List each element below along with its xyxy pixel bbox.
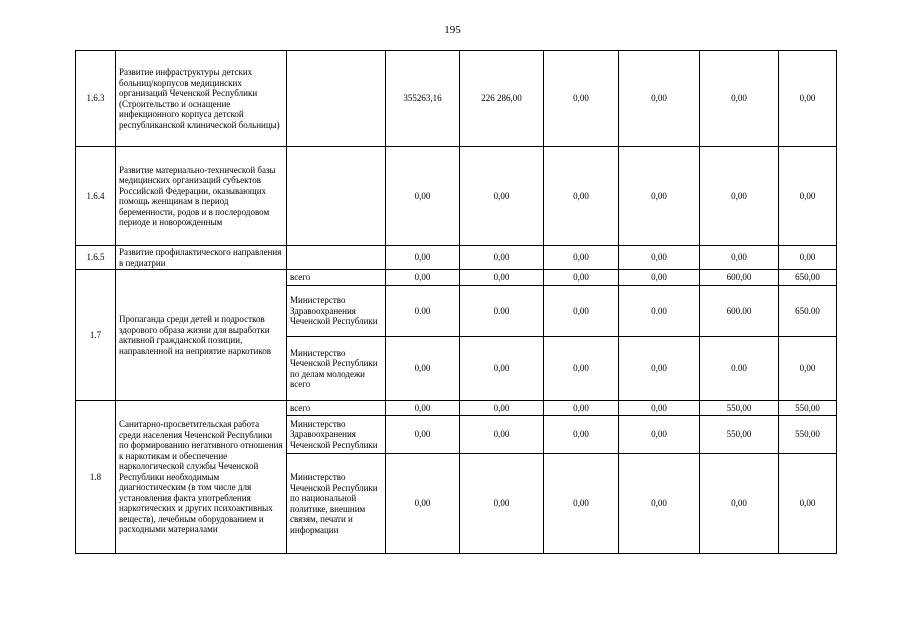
amount-cell: 650.00: [779, 286, 837, 337]
activity-name: Санитарно-просветительская работа среди населения Чеченской Республики по формированию негативного отношения к наркотикам и обеспечение наркологической службы Чеченской Республики необходимым диагностическим (в том числе для установления факта употребления наркотических и других психоактивных веществ), лечебным оборудованием и расходными материалами: [116, 401, 287, 554]
amount-cell: 0,00: [544, 337, 619, 401]
amount-cell: 0,00: [544, 246, 619, 270]
amount-cell: 0,00: [779, 454, 837, 554]
table-row: [76, 270, 837, 286]
activity-name: Развитие инфраструктуры детских больниц/корпусов медицинских организаций Чеченской Республики (Строительство и оснащение инфекционного корпуса детской республиканской клинической больницы): [116, 51, 287, 147]
amount-cell: 0,00: [460, 270, 544, 286]
amount-cell: 600,00: [700, 270, 779, 286]
amount-cell: 550,00: [700, 416, 779, 454]
amount-cell: 0,00: [779, 147, 837, 246]
row-code: 1.6.4: [76, 147, 116, 246]
amount-cell: 0,00: [544, 416, 619, 454]
funding-source: [287, 147, 386, 246]
amount-cell: 0,00: [544, 147, 619, 246]
page-number: 195: [444, 24, 461, 36]
amount-cell: 0,00: [619, 270, 700, 286]
row-code: 1.8: [76, 401, 116, 554]
amount-cell: 0.00: [619, 286, 700, 337]
amount-cell: 0,00: [386, 337, 460, 401]
amount-cell: 0,00: [460, 401, 544, 416]
amount-cell: 0,00: [700, 147, 779, 246]
amount-cell: 600.00: [700, 286, 779, 337]
amount-cell: 0,00: [619, 416, 700, 454]
amount-cell: 0.00: [460, 286, 544, 337]
table-row: [76, 246, 837, 270]
amount-cell: 0,00: [460, 416, 544, 454]
amount-cell: 650,00: [779, 270, 837, 286]
funding-source: Министерство Здравоохранения Чеченской Республики: [287, 416, 386, 454]
amount-cell: 0,00: [460, 246, 544, 270]
amount-cell: 0,00: [619, 401, 700, 416]
table-row: [76, 147, 837, 246]
amount-cell: 0,00: [700, 454, 779, 554]
funding-source: Министерство Чеченской Республики по национальной политике, внешним связям, печати и информации: [287, 454, 386, 554]
amount-cell: 0,00: [779, 337, 837, 401]
activity-name: Развитие профилактического направления в педиатрии: [116, 246, 287, 270]
amount-cell: 0,00: [619, 454, 700, 554]
funding-source: Министерство Здравоохранения Чеченской Республики: [287, 286, 386, 337]
funding-source: [287, 51, 386, 147]
amount-cell: 0,00: [386, 246, 460, 270]
amount-cell: 0,00: [460, 147, 544, 246]
amount-cell: 0,00: [386, 401, 460, 416]
amount-cell: 550,00: [779, 416, 837, 454]
row-code: 1.7: [76, 270, 116, 401]
funding-source: всего: [287, 270, 386, 286]
amount-cell: 0,00: [460, 337, 544, 401]
amount-cell: 0,00: [619, 147, 700, 246]
amount-cell: 0,00: [700, 51, 779, 147]
amount-cell: 550,00: [779, 401, 837, 416]
table-row: [76, 401, 837, 416]
activity-name: Развитие материально-технической базы медицинских организаций субъектов Российской Федерации, оказывающих помощь женщинам в период беременности, родов и в послеродовом периоде и новорожденным: [116, 147, 287, 246]
amount-cell: 0,00: [544, 270, 619, 286]
table-row: [76, 51, 837, 147]
amount-cell: 0,00: [544, 286, 619, 337]
funding-source: [287, 246, 386, 270]
amount-cell: 0,00: [700, 246, 779, 270]
amount-cell: 0,00: [544, 454, 619, 554]
amount-cell: 0,00: [619, 246, 700, 270]
amount-cell: 0,00: [544, 51, 619, 147]
amount-cell: 0,00: [619, 337, 700, 401]
row-code: 1.6.5: [76, 246, 116, 270]
amount-cell: 0,00: [460, 454, 544, 554]
amount-cell: 355263,16: [386, 51, 460, 147]
amount-cell: 226 286,00: [460, 51, 544, 147]
activity-name: Пропаганда среди детей и подростков здорового образа жизни для выработки активной гражданской позиции, направленной на неприятие наркотиков: [116, 270, 287, 401]
amount-cell: 550,00: [700, 401, 779, 416]
amount-cell: 0,00: [386, 270, 460, 286]
funding-source: Министерство Чеченской Республики по делам молодежи всего: [287, 337, 386, 401]
budget-table: [75, 50, 837, 554]
amount-cell: 0,00: [386, 416, 460, 454]
amount-cell: 0.00: [386, 286, 460, 337]
amount-cell: 0,00: [386, 454, 460, 554]
amount-cell: 0,00: [779, 51, 837, 147]
amount-cell: 0,00: [386, 147, 460, 246]
funding-source: всего: [287, 401, 386, 416]
amount-cell: 0,00: [619, 51, 700, 147]
row-code: 1.6.3: [76, 51, 116, 147]
amount-cell: 0.00: [700, 337, 779, 401]
amount-cell: 0,00: [544, 401, 619, 416]
amount-cell: 0,00: [779, 246, 837, 270]
